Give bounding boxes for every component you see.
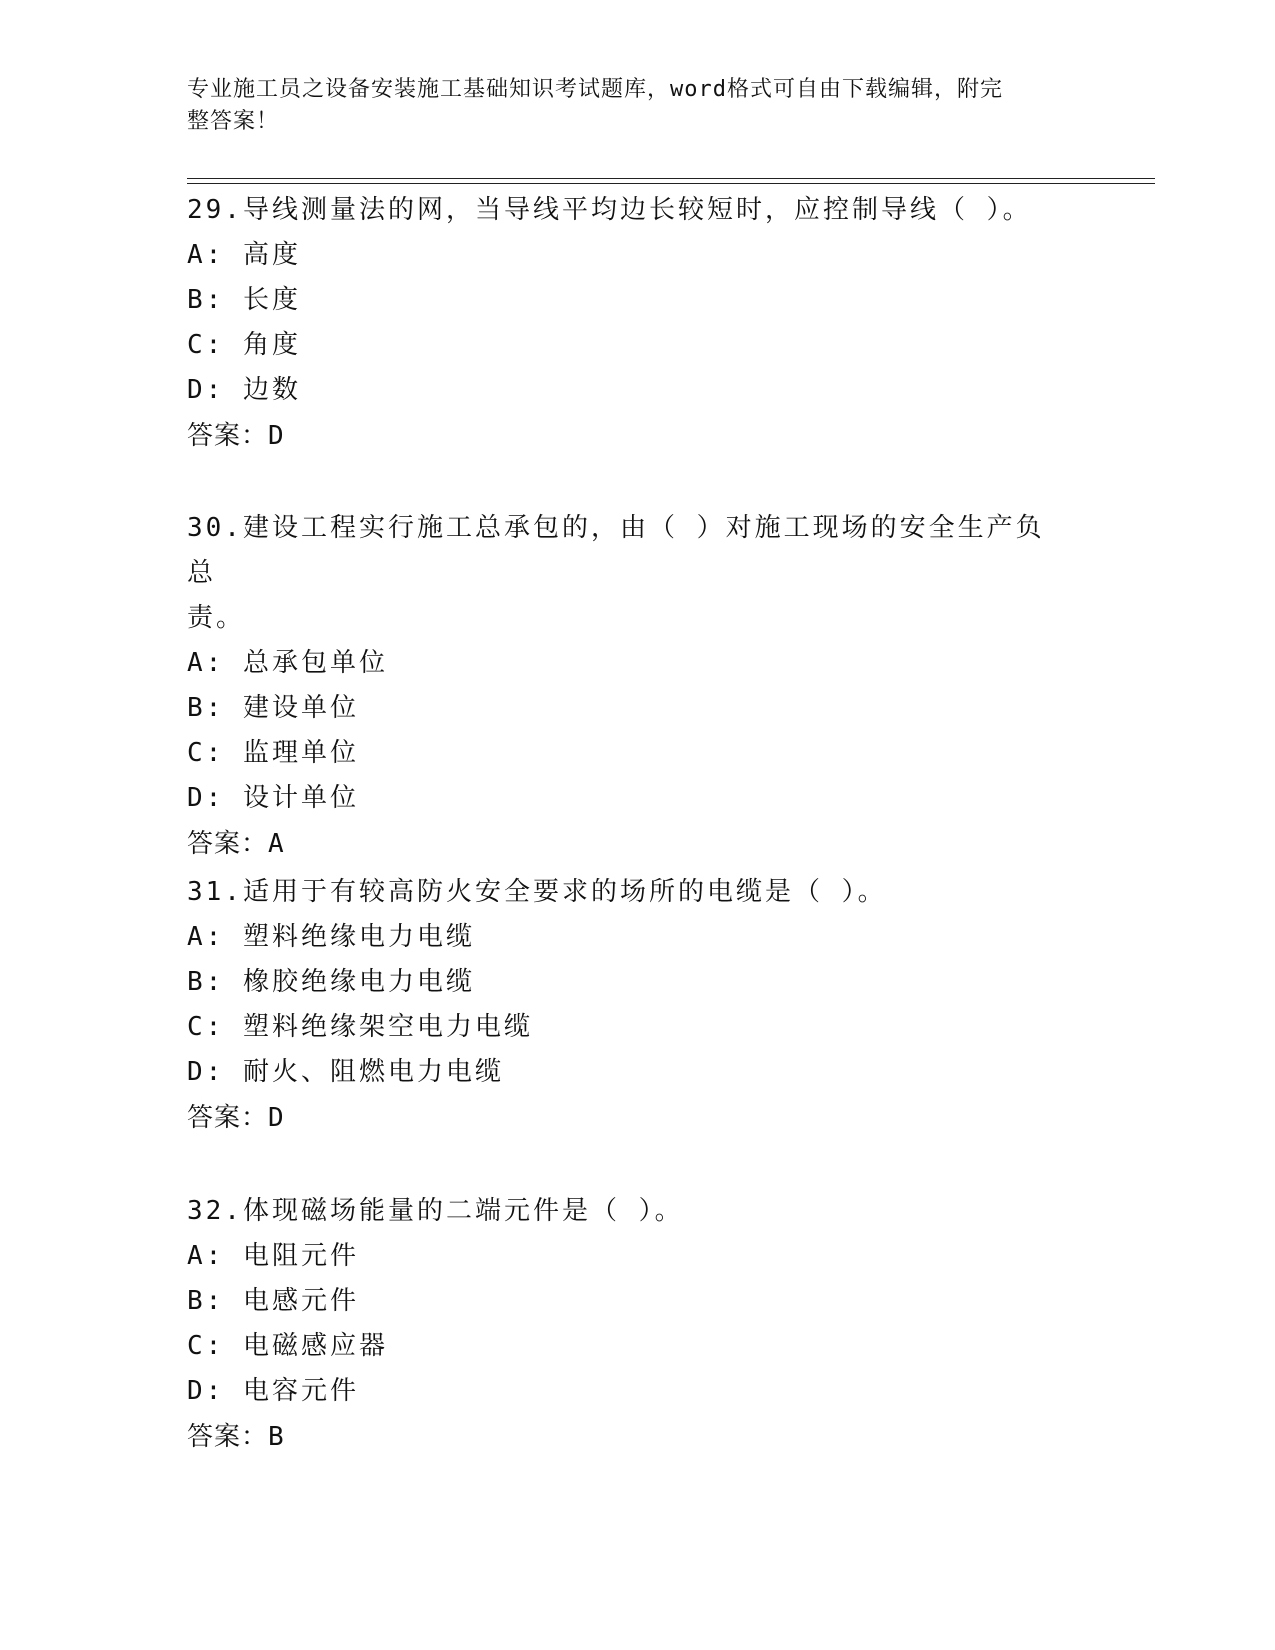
question-stem-continued: 责。 xyxy=(187,603,246,633)
option-b: B: 橡胶绝缘电力电缆 xyxy=(187,967,475,997)
header-divider-top xyxy=(187,178,1155,179)
document-header xyxy=(187,74,1067,138)
question-stem: 30.建设工程实行施工总承包的，由（ ）对施工现场的安全生产负总 xyxy=(187,513,1045,588)
option-c: C: 角度 xyxy=(187,330,301,360)
option-c: C: 监理单位 xyxy=(187,738,359,768)
question-31 xyxy=(187,870,1067,1141)
option-a: A: 电阻元件 xyxy=(187,1241,359,1271)
option-a: A: 总承包单位 xyxy=(187,648,388,678)
option-c: C: 电磁感应器 xyxy=(187,1331,388,1361)
answer: 答案：A xyxy=(187,829,285,859)
option-a: A: 高度 xyxy=(187,240,301,270)
question-30 xyxy=(187,506,1067,867)
option-b: B: 长度 xyxy=(187,285,301,315)
option-b: B: 建设单位 xyxy=(187,693,359,723)
option-c: C: 塑料绝缘架空电力电缆 xyxy=(187,1012,533,1042)
header-title-line-1: 专业施工员之设备安装施工基础知识考试题库，word格式可自由下载编辑，附完 xyxy=(187,77,1003,102)
option-d: D: 设计单位 xyxy=(187,783,359,813)
question-stem: 29.导线测量法的网，当导线平均边长较短时，应控制导线（ ）。 xyxy=(187,195,1032,225)
question-29 xyxy=(187,188,1067,459)
option-d: D: 电容元件 xyxy=(187,1376,359,1406)
answer: 答案：D xyxy=(187,421,285,451)
option-d: D: 耐火、阻燃电力电缆 xyxy=(187,1057,504,1087)
option-d: D: 边数 xyxy=(187,375,301,405)
answer: 答案：B xyxy=(187,1422,285,1452)
question-stem: 31.适用于有较高防火安全要求的场所的电缆是（ ）。 xyxy=(187,877,887,907)
answer: 答案：D xyxy=(187,1103,285,1133)
option-a: A: 塑料绝缘电力电缆 xyxy=(187,922,475,952)
header-title-line-2: 整答案！ xyxy=(187,109,280,134)
question-32 xyxy=(187,1189,1067,1460)
header-divider-bottom xyxy=(187,183,1155,184)
option-b: B: 电感元件 xyxy=(187,1286,359,1316)
question-stem: 32.体现磁场能量的二端元件是（ ）。 xyxy=(187,1196,684,1226)
